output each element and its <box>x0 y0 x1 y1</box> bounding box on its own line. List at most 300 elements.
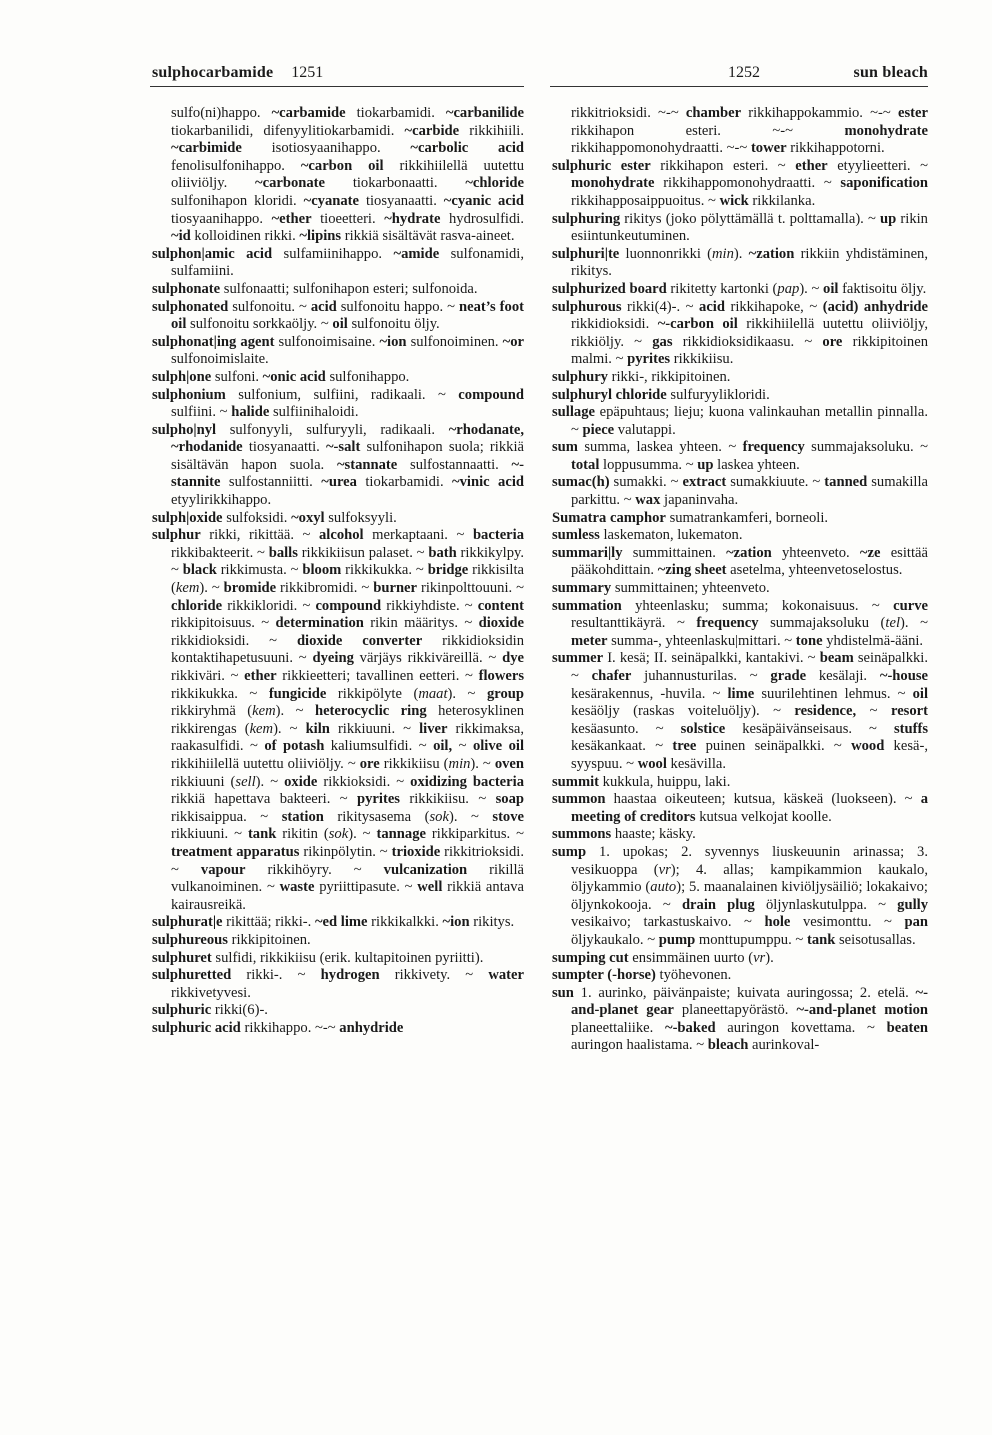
definition-text: rikki-, rikkipitoinen. <box>607 368 731 385</box>
definition-text: ). <box>765 949 774 966</box>
definition-text: sulfoksidi. <box>222 509 292 526</box>
headword: wool <box>637 755 667 772</box>
headword: ~ed lime <box>314 914 368 931</box>
definition-text: rikki(6)-. <box>211 1002 268 1019</box>
headword: curve <box>893 597 928 614</box>
headword: ~-baked <box>664 1019 716 1036</box>
headword: ~rhodanate, ~rhodanide <box>171 421 524 456</box>
definition-text: rikkiyhdiste. ~ <box>381 597 478 614</box>
headword: wick <box>719 192 749 209</box>
definition-text: sulfonihappo. <box>325 368 410 385</box>
definition-text: kesä-, syyspuu. ~ <box>571 738 928 772</box>
definition-text: rikkihiili. <box>459 122 525 139</box>
headword: solstice <box>680 720 726 737</box>
definition-text: ). ~ <box>273 720 306 737</box>
field-abbreviation: sok <box>429 808 449 825</box>
headword: wood <box>851 738 885 755</box>
headword: ~urea <box>321 474 357 491</box>
headword: alcohol <box>319 527 364 544</box>
headword: frequency <box>742 439 805 456</box>
dictionary-entry <box>552 211 928 246</box>
definition-text: aurinkoval- <box>748 1037 820 1054</box>
headword: lime <box>727 685 755 702</box>
definition-text: suurilehtinen lehmus. ~ <box>754 685 913 702</box>
definition-text: rikkimusta. ~ <box>216 562 303 579</box>
headword: sumpter (-horse) <box>552 967 656 984</box>
dictionary-entry <box>152 246 524 281</box>
definition-text: etyylieetteri. ~ <box>827 157 928 174</box>
dictionary-entry <box>152 334 524 369</box>
page-number-right: 1252 <box>728 64 760 81</box>
headword: acid <box>310 298 337 315</box>
definition-text: rikkiväri. ~ <box>171 668 245 684</box>
headword: oil, <box>433 738 453 755</box>
definition-text: sumakilla parkittu. ~ <box>571 474 928 509</box>
definition-text: rikki(4)-. ~ <box>621 298 700 315</box>
definition-text: rikkihiilellä uutettu oliiviöljy, rikkiöljy. ~ <box>571 316 928 350</box>
definition-text: summittainen; yhteenveto. <box>611 580 770 597</box>
headword: (acid) anhydride <box>822 298 928 315</box>
headword: sulph|oxide <box>152 509 223 526</box>
field-abbreviation: kem <box>252 703 276 720</box>
dictionary-entry <box>152 1020 524 1038</box>
definition-text: kesävilla. <box>666 755 727 772</box>
definition-text: ). <box>733 245 749 262</box>
definition-text: ). ~ <box>275 703 315 720</box>
dictionary-entry <box>552 950 928 968</box>
headword: ~-stannite <box>171 456 524 491</box>
definition-text: sulfonamidi, sulfamiini. <box>171 245 524 280</box>
definition-text: sulfonoimisaine. <box>274 333 380 350</box>
dictionary-entry <box>552 281 928 299</box>
definition-text: auringon kovettama. ~ <box>715 1019 887 1036</box>
definition-text: summajaksoluku ( <box>758 615 886 632</box>
headword: stove <box>492 808 525 825</box>
definition-text: ). ~ <box>447 685 487 702</box>
headword: ~carbon oil <box>300 157 384 174</box>
definition-text: rikki-. ~ <box>231 967 321 984</box>
headword: bridge <box>427 562 469 579</box>
headword: bloom <box>302 562 342 579</box>
definition-text: kesäöljy (raskas voiteluöljy). ~ <box>571 703 795 720</box>
definition-text: tioeetteri. <box>311 210 385 227</box>
headword: gully <box>897 896 928 913</box>
headword: grade <box>770 668 807 684</box>
headword: sum <box>552 439 578 456</box>
headword: ~carbide <box>404 122 460 139</box>
headword: ~amide <box>393 245 440 262</box>
headword: waste <box>279 879 315 896</box>
field-abbreviation: min <box>448 755 471 772</box>
headword: ~chloride <box>465 175 524 192</box>
headword: vapour <box>200 861 246 878</box>
headword: sulphuric ester <box>552 157 651 174</box>
headword: total <box>571 456 600 473</box>
definition-text: epäpuhtaus; lieju; kuona valinkauhan metallin pinnalla. ~ <box>571 404 928 438</box>
definition-text: sulfonyyli, sulfuryyli, radikaali. <box>216 421 449 438</box>
field-abbreviation: vr <box>658 861 671 878</box>
definition-text: rikkikiisu. <box>670 351 734 368</box>
definition-text: resultanttikäyrä. ~ <box>571 615 697 632</box>
dictionary-entry <box>552 369 928 387</box>
dictionary-entry <box>552 826 928 844</box>
dictionary-entry <box>152 510 524 528</box>
headword: ~zation <box>726 544 772 561</box>
field-abbreviation: sok <box>328 826 349 843</box>
field-abbreviation: vr <box>753 949 766 966</box>
headword: treatment apparatus <box>171 843 300 860</box>
headword: compound <box>458 386 524 403</box>
definition-text: rikkiparkitus. ~ <box>425 826 524 843</box>
headword: hole <box>764 914 791 931</box>
headword: heterocyclic ring <box>314 703 427 720</box>
definition-text: rikkikukka. ~ <box>341 562 428 579</box>
headword: frequency <box>696 615 759 632</box>
headword: ~zing sheet <box>657 562 727 579</box>
definition-text: sulfostannaatti. <box>397 456 512 473</box>
headword: sulphonium <box>152 386 226 403</box>
headword: summary <box>552 580 612 597</box>
headword: tanned <box>824 474 868 491</box>
headword: ether <box>795 157 828 174</box>
dictionary-entry <box>152 105 524 246</box>
headword: fungicide <box>268 685 327 702</box>
dictionary-entry <box>552 439 928 474</box>
definition-text: rikkihiilellä uutettu oliiviöljy. ~ <box>171 755 360 772</box>
headword: sumac(h) <box>552 474 610 491</box>
definition-text: tiokarbonaatti. <box>325 175 466 192</box>
headword: ~cyanic acid <box>443 192 524 209</box>
headword: bacteria <box>472 527 524 544</box>
headword: ~carbonate <box>255 175 326 192</box>
definition-text: kesäasunto. ~ <box>571 720 681 737</box>
definition-text: ); 4. allas; kampikammion kaukalo, öljykammio ( <box>571 861 928 896</box>
dictionary-entry <box>552 580 928 598</box>
headword: sulphurous <box>552 298 622 315</box>
field-abbreviation: min <box>712 245 734 262</box>
headword: dioxide converter <box>296 632 423 649</box>
headword: tannage <box>376 826 426 843</box>
headword: sullage <box>552 404 595 421</box>
headword: vulcanization <box>383 861 468 878</box>
headword: ~ether <box>271 210 312 227</box>
headword: ~-and-planet gear <box>571 984 928 1019</box>
field-abbreviation: pap <box>777 280 800 297</box>
dictionary-entry <box>552 985 928 1055</box>
definition-text: sulfonihapon suola; rikkiä sisältävän hapon suola. <box>171 439 524 473</box>
headword: ~cyanate <box>303 192 360 209</box>
definition-text: rikkihapposaippuoitus. ~ <box>571 192 720 209</box>
definition-text: ). ~ <box>900 615 928 632</box>
definition-text: rikkihapoke, ~ <box>724 298 823 315</box>
headword: pan <box>904 914 928 931</box>
definition-text: sulfonoitu sorkkaöljy. ~ <box>186 316 333 333</box>
headword: sulphon|amic acid <box>152 245 273 262</box>
definition-text: hydrosulfidi. <box>440 210 524 227</box>
headword: ~ion <box>379 333 407 350</box>
headword: sulphonate <box>152 280 221 297</box>
definition-text: rikkihapon esteri. ~-~ <box>571 122 845 139</box>
definition-text: kutsua velkojat koolle. <box>695 808 832 825</box>
headword: sump <box>552 843 587 860</box>
headword: summer <box>552 650 604 667</box>
field-abbreviation: tel <box>885 615 901 632</box>
definition-text: rikkihappomonohydraatti. ~-~ <box>571 140 751 157</box>
definition-text: työhevonen. <box>655 967 732 984</box>
definition-text: tiosyaanihappo. <box>171 210 272 227</box>
headword: Sumatra camphor <box>552 509 666 526</box>
definition-text: tiokarbanilidi, difenyylitiokarbamidi. <box>171 122 405 139</box>
definition-text: merkaptaani. ~ <box>363 527 473 544</box>
definition-text: kesälaji. <box>806 668 880 684</box>
headword: drain plug <box>681 896 755 913</box>
definition-text: rikitys (joko pölyttämällä t. polttamalla). ~ <box>620 210 881 227</box>
field-abbreviation: kem <box>249 720 274 737</box>
dictionary-entry <box>152 932 524 950</box>
headword: summon <box>552 791 606 808</box>
definition-text: rikkisilta ( <box>171 562 524 597</box>
definition-text: fenolisulfonihappo. <box>171 157 301 174</box>
headword: dioxide <box>478 615 524 632</box>
definition-text: kesärakennus, -huvila. ~ <box>571 685 728 702</box>
right-column <box>552 105 928 1055</box>
definition-text: haastaa oikeuteen; kutsua, käskeä (luokseen). ~ <box>605 791 921 808</box>
definition-text: monttupumppu. ~ <box>695 931 807 948</box>
definition-text: summajaksoluku. ~ <box>804 439 928 456</box>
headword: ~hydrate <box>384 210 441 227</box>
definition-text: ). ~ <box>799 280 824 297</box>
definition-text: värjäys rikkiväreillä. ~ <box>353 650 503 667</box>
definition-text: tiokarbamidi. <box>345 105 446 121</box>
definition-text: tiosyanaatti. <box>242 439 326 456</box>
headword: halide <box>231 404 270 421</box>
headword: determination <box>275 615 364 632</box>
definition-text: sulfoni. <box>211 368 263 385</box>
headword: oil <box>332 316 348 333</box>
definition-text: luonnonrikki ( <box>619 245 713 262</box>
headword: oil <box>823 280 839 297</box>
definition-text: rikkikukka. ~ <box>171 685 269 702</box>
definition-text: ). ~ <box>470 755 495 772</box>
dictionary-entry <box>552 844 928 950</box>
definition-text: etyylirikkihappo. <box>171 492 272 509</box>
headword: sulphonat|ing agent <box>152 333 275 350</box>
headword: dye <box>502 650 524 667</box>
definition-text: rikkivetyvesi. <box>171 984 251 1001</box>
headword: neat’s foot oil <box>171 298 524 333</box>
headword: sulphuryl chloride <box>552 386 667 403</box>
definition-text: ensimmäinen uurto ( <box>628 949 754 966</box>
headword: ~zation <box>748 245 795 262</box>
definition-text: summa-, yhteenlasku|mittari. ~ <box>607 632 796 649</box>
definition-text: sumakki. ~ <box>609 474 683 491</box>
page-number-left: 1251 <box>291 64 324 81</box>
definition-text: laskea yhteen. <box>713 456 800 473</box>
dictionary-entry <box>552 246 928 281</box>
definition-text: loppusumma. ~ <box>599 456 698 473</box>
headword: ~oxyl <box>291 509 325 526</box>
headword: chafer <box>591 668 632 684</box>
headword: sumless <box>552 527 600 544</box>
definition-text: rikkitrioksidi. ~-~ <box>571 105 686 121</box>
headword: up <box>697 456 714 473</box>
definition-text: rikkihöyry. ~ <box>245 861 384 878</box>
headword: ~ze <box>859 544 881 561</box>
headword: meter <box>571 632 608 649</box>
headword: residence, <box>794 703 857 720</box>
definition-text: kaliumsulfidi. ~ <box>324 738 434 755</box>
headword: oxide <box>284 773 318 790</box>
headword: sulphuretted <box>152 967 232 984</box>
definition-text: rikkipitoinen malmi. ~ <box>571 333 928 368</box>
definition-text: planeettaliike. <box>571 1019 665 1036</box>
headword: chloride <box>171 597 223 614</box>
definition-text: kukkula, huippu, laki. <box>599 773 731 790</box>
definition-text: rikkiryhmä ( <box>171 703 253 720</box>
headword: ~ion <box>442 914 470 931</box>
definition-text: kesäkankaat. ~ <box>571 738 673 755</box>
definition-text: heterosyklinen rikkirengas ( <box>171 703 524 737</box>
headword: saponification <box>840 175 928 192</box>
definition-text: rikitetty kartonki ( <box>666 280 778 297</box>
headword: tank <box>247 826 277 843</box>
definition-text: yhteenveto. <box>771 544 860 561</box>
definition-text: rikkikiisu. ~ <box>399 791 496 808</box>
dictionary-entry <box>552 967 928 985</box>
header-guide-word-left: sulphocarbamide <box>152 64 274 81</box>
definition-text: rikkiuuni ( <box>171 773 236 790</box>
headword: wax <box>635 492 661 509</box>
headword: tone <box>795 632 823 649</box>
definition-text: rikin esiintunkeutuminen. <box>571 210 928 245</box>
definition-text: sulfonoitu. ~ <box>228 298 311 315</box>
header-rule-right <box>550 86 928 87</box>
definition-text: rikkipitoisuus. ~ <box>171 615 276 632</box>
definition-text: seinäpalkki. ~ <box>571 650 928 684</box>
headword: beam <box>819 650 854 667</box>
definition-text: sulfo(ni)happo. <box>171 105 272 121</box>
definition-text: japaninvaha. <box>660 492 739 509</box>
dictionary-entry <box>152 527 524 914</box>
headword: ~stannate <box>336 456 398 473</box>
headword: group <box>486 685 524 702</box>
headword: pump <box>658 931 696 948</box>
headword: ~-and-planet motion <box>796 1002 928 1019</box>
headword: black <box>182 562 217 579</box>
headword: pyrites <box>627 351 671 368</box>
headword: content <box>477 597 524 614</box>
definition-text: sulfonoitu öljy. <box>347 316 440 333</box>
headword: acid <box>699 298 725 315</box>
headword: gas <box>652 333 673 350</box>
definition-text: haaste; käsky. <box>611 826 696 843</box>
headword: compound <box>315 597 382 614</box>
headword: sulphuret <box>152 949 212 966</box>
dictionary-entry <box>152 281 524 299</box>
definition-text: sumatrankamferi, borneoli. <box>665 509 829 526</box>
headword: ore <box>359 755 380 772</box>
headword: beaten <box>886 1019 928 1036</box>
headword: oven <box>494 755 525 772</box>
definition-text: rikkibromidi. ~ <box>276 580 374 597</box>
dictionary-entry <box>552 598 928 651</box>
definition-text: rikkimaksa, raakasulfidi. ~ <box>171 720 525 755</box>
headword: sulphury <box>552 368 608 385</box>
headword: stuffs <box>893 720 928 737</box>
definition-text: asetelma, yhteenvetoselostus. <box>726 562 903 579</box>
definition-text: rikkipitoinen. <box>227 931 311 948</box>
definition-text: rikkipölyte ( <box>326 685 419 702</box>
header-rule-left <box>150 86 524 87</box>
headword: kiln <box>305 720 330 737</box>
dictionary-entry <box>552 105 928 158</box>
definition-text: rikkihappotorni. <box>786 140 885 157</box>
headword: olive oil <box>472 738 524 755</box>
dictionary-entry <box>552 527 928 545</box>
headword: sun <box>552 984 574 1001</box>
dictionary-entry <box>152 914 524 932</box>
headword: sulpho|nyl <box>152 421 217 438</box>
headword: sulphuric <box>152 1002 212 1019</box>
running-header-left <box>152 64 323 82</box>
definition-text: rikittää; rikki-. <box>222 914 315 931</box>
dictionary-entry <box>552 474 928 509</box>
definition-text: 1. upokas; 2. syvennys liuskeuunin arinassa; 3. vesikuoppa ( <box>571 843 928 878</box>
dictionary-entry <box>552 791 928 826</box>
definition-text: rikin määritys. ~ <box>363 615 479 632</box>
definition-text: rikinpölytin. ~ <box>299 843 392 860</box>
headword: ~-salt <box>325 439 361 456</box>
headword: chamber <box>685 105 742 121</box>
dictionary-entry <box>552 545 928 580</box>
definition-text: auringon haalistama. ~ <box>571 1037 708 1054</box>
dictionary-entry <box>552 510 928 528</box>
headword: ~carbamide <box>271 105 346 121</box>
definition-text: rikkikalkki. <box>367 914 443 931</box>
headword: tree <box>672 738 697 755</box>
definition-text: rikkikiisu ( <box>379 755 449 772</box>
definition-text: yhteenlasku; summa; kokonaisuus. ~ <box>621 597 894 614</box>
definition-text: sulfiini. ~ <box>171 404 232 421</box>
headword: trioxide <box>391 843 441 860</box>
dictionary-entry <box>152 967 524 1002</box>
definition-text: kolloidinen rikki. <box>190 228 300 245</box>
field-abbreviation: maat <box>418 685 448 702</box>
dictionary-entry <box>552 650 928 773</box>
definition-text: 1. aurinko, päivänpaiste; kuivata auringossa; 2. etelä. <box>573 984 916 1001</box>
headword: ~-carbon oil <box>657 316 738 333</box>
dictionary-entry <box>552 404 928 439</box>
headword: monohydrate <box>571 175 655 192</box>
definition-text: öljykaukalo. ~ <box>571 931 659 948</box>
definition-text: yhdistelmä-ääni. <box>822 632 924 649</box>
definition-text: rikkidioksidi. <box>571 316 658 333</box>
definition-text: rikkiä sisältävät rasva-aineet. <box>341 228 515 245</box>
headword: oxidizing bacteria <box>410 773 524 790</box>
definition-text: rikitin ( <box>276 826 329 843</box>
definition-text: rikkihappokammio. ~-~ <box>741 105 899 121</box>
definition-text: rikkikiisun palaset. ~ <box>297 544 429 561</box>
headword: dyeing <box>312 650 354 667</box>
headword: pyrites <box>357 791 400 808</box>
headword: sulphureous <box>152 931 228 948</box>
definition-text: ~ <box>452 738 473 755</box>
headword: a meeting of creditors <box>571 791 928 825</box>
definition-text: puinen seinäpalkki. ~ <box>696 738 852 755</box>
definition-text: rikitysasema ( <box>323 808 430 825</box>
headword: water <box>488 967 524 984</box>
headword: ~-house <box>879 668 928 684</box>
